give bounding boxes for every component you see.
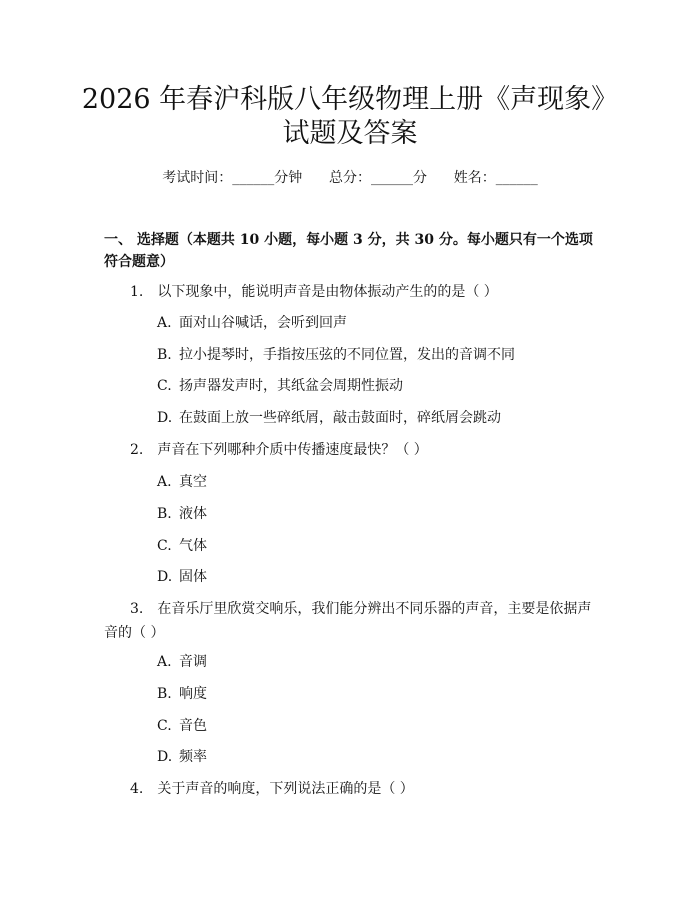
question-2-option-a <box>157 472 597 492</box>
option-letter: C. <box>157 378 172 394</box>
option-text: 扬声器发声时，其纸盆会周期性振动 <box>179 378 403 394</box>
question-2-option-d <box>157 567 597 587</box>
option-text: 面对山谷喊话，会听到回声 <box>179 315 347 331</box>
option-letter: D. <box>157 569 173 585</box>
question-1-option-d <box>157 408 597 428</box>
question-3-option-a <box>157 652 597 672</box>
option-letter: B. <box>157 686 172 702</box>
question-3 <box>104 597 599 645</box>
question-1-option-a <box>157 313 597 333</box>
question-text: 声音在下列哪种介质中传播速度最快？（ ） <box>157 442 428 458</box>
question-number: 4. <box>130 781 144 797</box>
option-letter: C. <box>157 538 172 554</box>
document-title-line2: 试题及答案 <box>282 118 418 149</box>
option-text: 音色 <box>179 718 207 734</box>
option-letter: D. <box>157 410 173 426</box>
option-text: 音调 <box>179 654 207 670</box>
option-text: 气体 <box>179 538 207 554</box>
question-1-option-c <box>157 376 597 396</box>
option-text: 液体 <box>179 506 207 522</box>
option-letter: A. <box>157 474 172 490</box>
question-number: 3. <box>130 601 144 617</box>
question-3-option-d <box>157 747 597 767</box>
question-1-option-b <box>157 345 597 365</box>
question-2-option-c <box>157 536 597 556</box>
option-text: 真空 <box>179 474 207 490</box>
question-2 <box>104 438 599 462</box>
section-heading-choice: 一、 选择题（本题共 10 小题，每小题 3 分，共 30 分。每小题只有一个选项符合题意） <box>104 232 593 270</box>
option-letter: A. <box>157 654 172 670</box>
question-text: 关于声音的响度，下列说法正确的是（ ） <box>157 781 414 797</box>
option-text: 频率 <box>179 749 207 765</box>
question-text: 在音乐厅里欣赏交响乐，我们能分辨出不同乐器的声音，主要是依据声音的（ ） <box>104 601 592 641</box>
question-2-option-b <box>157 504 597 524</box>
option-letter: A. <box>157 315 172 331</box>
option-letter: C. <box>157 718 172 734</box>
question-number: 1. <box>130 284 144 300</box>
question-3-option-b <box>157 684 597 704</box>
question-number: 2. <box>130 442 144 458</box>
option-text: 响度 <box>179 686 207 702</box>
question-3-option-c <box>157 716 597 736</box>
question-4 <box>104 777 599 801</box>
option-letter: B. <box>157 347 172 363</box>
option-text: 固体 <box>179 569 207 585</box>
option-text: 在鼓面上放一些碎纸屑，敲击鼓面时，碎纸屑会跳动 <box>179 410 501 426</box>
option-letter: B. <box>157 506 172 522</box>
document-title-line1: 2026 年春沪科版八年级物理上册《声现象》 <box>81 84 619 115</box>
option-text: 拉小提琴时，手指按压弦的不同位置，发出的音调不同 <box>179 347 515 363</box>
exam-info-line: 考试时间：______分钟 总分：______分 姓名：______ <box>162 170 538 186</box>
option-letter: D. <box>157 749 173 765</box>
question-text: 以下现象中，能说明声音是由物体振动产生的的是（ ） <box>157 284 498 300</box>
question-1 <box>104 280 599 304</box>
